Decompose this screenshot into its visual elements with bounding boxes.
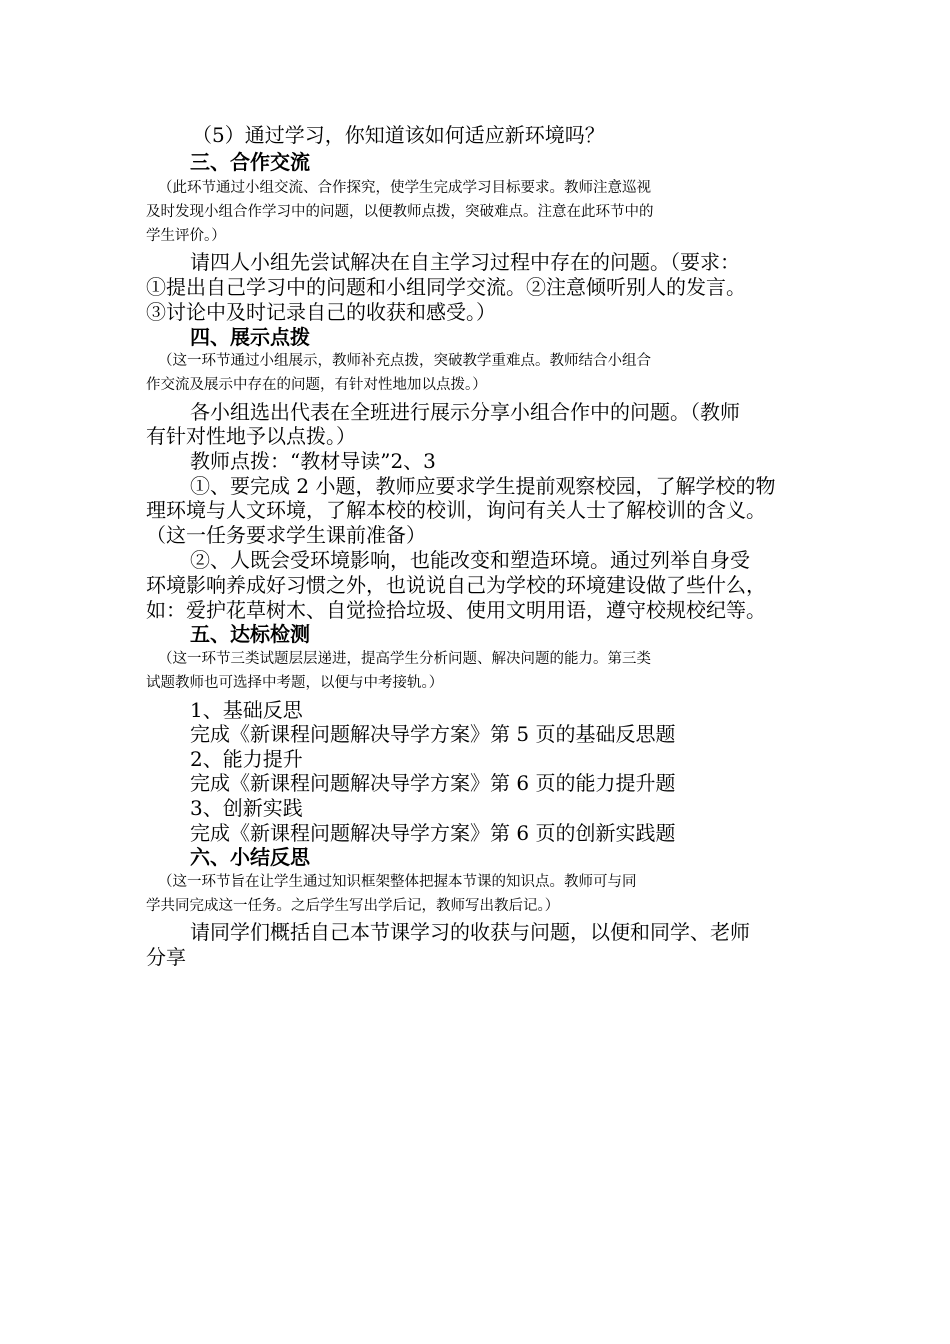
list-item: 1、基础反思: [190, 698, 303, 722]
paragraph-line: ①提出自己学习中的问题和小组同学交流。②注意倾听别人的发言。: [146, 275, 746, 299]
paragraph-line: ③讨论中及时记录自己的收获和感受。）: [146, 300, 496, 324]
list-item: 完成《新课程问题解决导学方案》第 6 页的创新实践题: [190, 821, 676, 845]
paragraph-line: 请四人小组先尝试解决在自主学习过程中存在的问题。（要求：: [190, 250, 740, 274]
paragraph-line: ②、人既会受环境影响，也能改变和塑造环境。通过列举自身受: [190, 548, 750, 572]
paragraph-line: 各小组选出代表在全班进行展示分享小组合作中的问题。（教师: [190, 400, 740, 424]
paragraph-line: 环境影响养成好习惯之外，也说说自己为学校的环境建设做了些什么，: [146, 573, 766, 597]
section-heading-6: 六、小结反思: [190, 845, 310, 869]
paragraph-line: 分享: [146, 945, 186, 969]
paragraph-line: （这一任务要求学生课前准备）: [146, 523, 426, 547]
section-note-line: 学共同完成这一任务。之后学生写出学后记，教师写出教后记。）: [146, 898, 560, 914]
paragraph-line: ①、要完成 2 小题，教师应要求学生提前观察校园，了解学校的物: [190, 474, 776, 498]
section-note-line: （此环节通过小组交流、合作探究，使学生完成学习目标要求。教师注意巡视: [158, 180, 651, 196]
section-heading-3: 三、合作交流: [190, 150, 310, 174]
list-item: 完成《新课程问题解决导学方案》第 6 页的能力提升题: [190, 771, 676, 795]
section-heading-5: 五、达标检测: [190, 622, 310, 646]
paragraph-line: 理环境与人文环境，了解本校的校训，询问有关人士了解校训的含义。: [146, 498, 766, 522]
section-heading-4: 四、展示点拨: [190, 325, 310, 349]
paragraph-line: 请同学们概括自己本节课学习的收获与问题，以便和同学、老师: [190, 920, 750, 944]
paragraph-line: 教师点拨：“教材导读”2、3: [190, 449, 436, 473]
section-note-line: 作交流及展示中存在的问题，有针对性地加以点拨。）: [146, 377, 487, 393]
paragraph-line: 如：爱护花草树木、自觉捡拾垃圾、使用文明用语，遵守校规校纪等。: [146, 598, 766, 622]
question-item-5: （5）通过学习，你知道该如何适应新环境吗？: [192, 123, 605, 147]
list-item: 完成《新课程问题解决导学方案》第 5 页的基础反思题: [190, 722, 676, 746]
section-note-line: 试题教师也可选择中考题，以便与中考接轨。）: [146, 675, 444, 691]
section-note-line: （这一环节旨在让学生通过知识框架整体把握本节课的知识点。教师可与同: [158, 874, 637, 890]
section-note-line: （这一环节三类试题层层递进，提高学生分析问题、解决问题的能力。第三类: [158, 651, 651, 667]
list-item: 3、创新实践: [190, 796, 303, 820]
section-note-line: 学生评价。）: [146, 228, 226, 244]
section-note-line: （这一环节通过小组展示，教师补充点拨，突破教学重难点。教师结合小组合: [158, 353, 651, 369]
paragraph-line: 有针对性地予以点拨。）: [146, 424, 356, 448]
list-item: 2、能力提升: [190, 747, 303, 771]
section-note-line: 及时发现小组合作学习中的问题，以便教师点拨，突破难点。注意在此环节中的: [146, 204, 654, 220]
